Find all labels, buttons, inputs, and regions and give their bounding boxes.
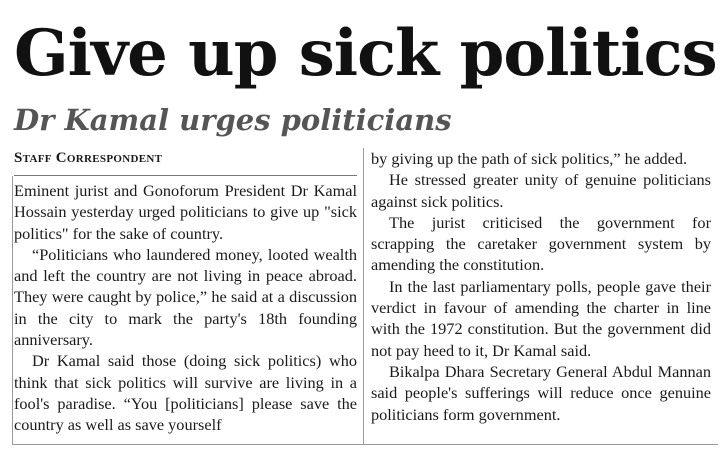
left-column: [14, 180, 357, 436]
paragraph: Bikalpa Dhara Secretary General Abdul Mannan said people's sufferings will reduce once genuine politicians form government.: [371, 361, 711, 424]
paragraph: He stressed greater unity of genuine politicians against sick politics.: [371, 170, 711, 211]
paragraph: Dr Kamal said those (doing sick politics) who think that sick politics will survive are living in a fool's paradise. “You [politicians] please save the country as well as save yourself: [14, 351, 357, 435]
byline: Staff Correspondent: [14, 148, 357, 176]
right-column: [371, 148, 711, 425]
headline: Give up sick politics: [14, 16, 717, 91]
paragraph: “Politicians who laundered money, looted wealth and left the country are not living in peace abroad. They were caught by police,” he said at a discussion in the city to mark the party's 18th founding anniversary.: [14, 244, 357, 350]
column-divider: [363, 148, 364, 444]
paragraph: In the last parliamentary polls, people gave their verdict in favour of amending the charter in line with the 1972 constitution. But the government did not pay heed to it, Dr Kamal said.: [371, 276, 711, 360]
paragraph: by giving up the path of sick politics,” he added.: [371, 149, 688, 168]
left-border-rule: [12, 176, 13, 444]
paragraph: Eminent jurist and Gonoforum President Dr Kamal Hossain yesterday urged politicians to give up "sick politics" for the sake of country.: [14, 181, 357, 243]
bottom-border-rule: [12, 444, 718, 445]
subheadline: Dr Kamal urges politicians: [14, 103, 452, 137]
paragraph: The jurist criticised the government for scrapping the caretaker government system by amending the constitution.: [371, 212, 711, 275]
